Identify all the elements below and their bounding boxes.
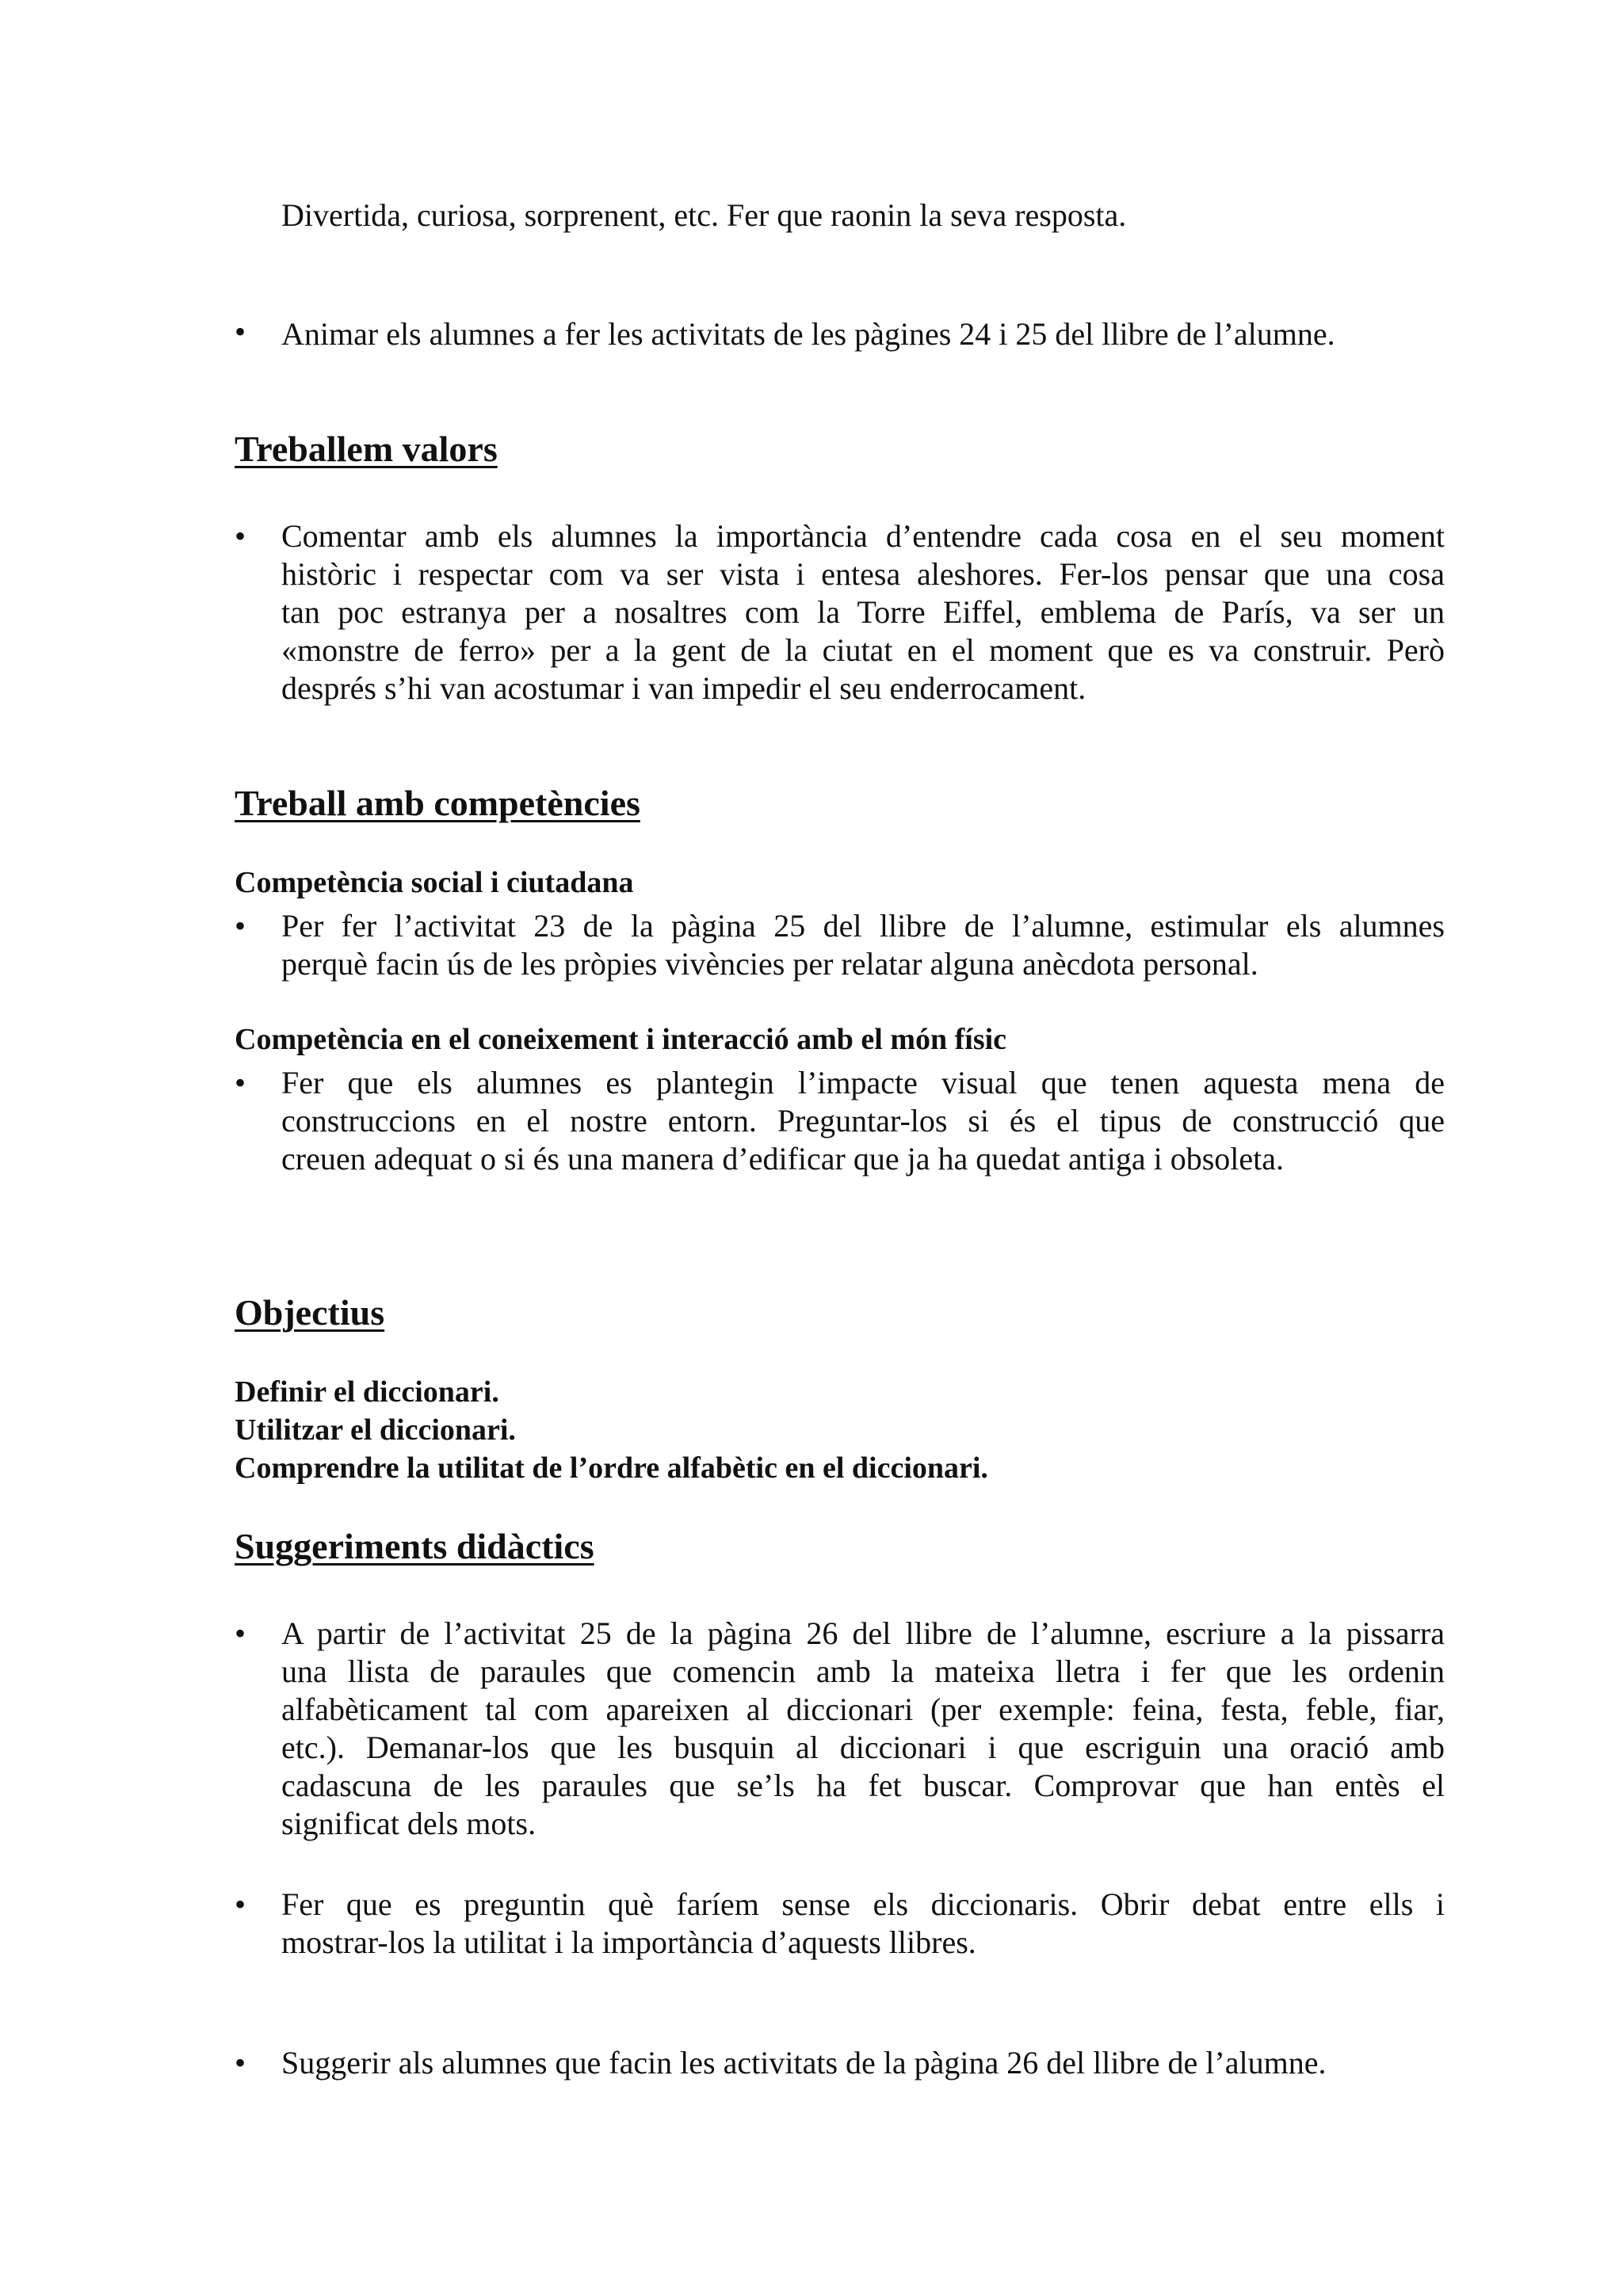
text-line: significat dels mots.	[281, 1806, 537, 1841]
bullet-fisic-text	[281, 1064, 1445, 1178]
bullet-suggeriment-2-text	[281, 1886, 1445, 1962]
bullet-marker: •	[235, 2045, 246, 2081]
bullet-valors-text	[281, 517, 1445, 707]
text-line: creuen adequat o si és una manera d’edificar que ja ha quedat antiga i obsoleta.	[281, 1141, 1284, 1177]
text-line: mostrar-los la utilitat i la importància d’aquests llibres.	[281, 1924, 976, 1960]
subheading-competencia-fisic: Competència en el coneixement i interacció amb el món físic	[235, 1023, 1007, 1056]
bullet-social-text	[281, 907, 1445, 983]
bullet-suggeriment-3-text: Suggerir als alumnes que facin les activitats de la pàgina 26 del llibre de l’alumne.	[281, 2045, 1327, 2081]
objectius-list	[235, 1373, 988, 1487]
bullet-animar-text: Animar els alumnes a fer les activitats de les pàgines 24 i 25 del llibre de l’alumne.	[281, 316, 1335, 352]
subheading-competencia-social: Competència social i ciutadana	[235, 866, 634, 899]
text-line: perquè facin ús de les pròpies vivències per relatar alguna anècdota personal.	[281, 946, 1258, 982]
text-line: Fer que es preguntin què faríem sense els diccionaris. Obrir debat entre ells i	[281, 1886, 1445, 1922]
bullet-marker: •	[235, 1886, 246, 1922]
intro-continuation: Divertida, curiosa, sorprenent, etc. Fer que raonin la seva resposta.	[281, 197, 1127, 233]
objective-item: Comprendre la utilitat de l’ordre alfabètic en el diccionari.	[235, 1451, 988, 1485]
text-line: després s’hi van acostumar i van impedir el seu enderrocament.	[281, 670, 1086, 706]
text-line: alfabèticament tal com apareixen al diccionari (per exemple: feina, festa, feble, fiar,	[281, 1691, 1445, 1727]
text-line: Fer que els alumnes es plantegin l’impacte visual que tenen aquesta mena de	[281, 1065, 1445, 1100]
bullet-marker: •	[235, 1065, 246, 1100]
heading-treballem-valors: Treballem valors	[235, 429, 498, 469]
heading-treball-competencies: Treball amb competències	[235, 783, 640, 823]
objective-item: Definir el diccionari.	[235, 1375, 499, 1409]
bullet-marker: •	[235, 1615, 246, 1651]
text-line: històric i respectar com va ser vista i entesa aleshores. Fer-los pensar que una cosa	[281, 556, 1445, 592]
heading-suggeriments: Suggeriments didàctics	[235, 1526, 594, 1566]
bullet-suggeriment-1-text	[281, 1615, 1445, 1843]
text-line: Per fer l’activitat 23 de la pàgina 25 del llibre de l’alumne, estimular els alumnes	[281, 908, 1445, 944]
bullet-marker: •	[235, 518, 246, 554]
text-line: «monstre de ferro» per a la gent de la ciutat en el moment que es va construir. Però	[281, 632, 1445, 668]
objective-item: Utilitzar el diccionari.	[235, 1413, 516, 1447]
text-line: tan poc estranya per a nosaltres com la Torre Eiffel, emblema de París, va ser un	[281, 594, 1445, 630]
heading-objectius: Objectius	[235, 1292, 385, 1333]
text-line: construccions en el nostre entorn. Preguntar-los si és el tipus de construcció que	[281, 1103, 1445, 1138]
bullet-marker: •	[235, 908, 246, 944]
text-line: cadascuna de les paraules que se’ls ha fet buscar. Comprovar que han entès el	[281, 1768, 1445, 1803]
text-line: etc.). Demanar-los que les busquin al diccionari i que escriguin una oració amb	[281, 1730, 1445, 1765]
text-line: Comentar amb els alumnes la importància d’entendre cada cosa en el seu moment	[281, 518, 1445, 554]
bullet-marker: •	[235, 314, 246, 349]
text-line: A partir de l’activitat 25 de la pàgina 26 del llibre de l’alumne, escriure a la pissarra	[281, 1615, 1445, 1651]
text-line: una llista de paraules que comencin amb la mateixa lletra i fer que les ordenin	[281, 1653, 1445, 1689]
